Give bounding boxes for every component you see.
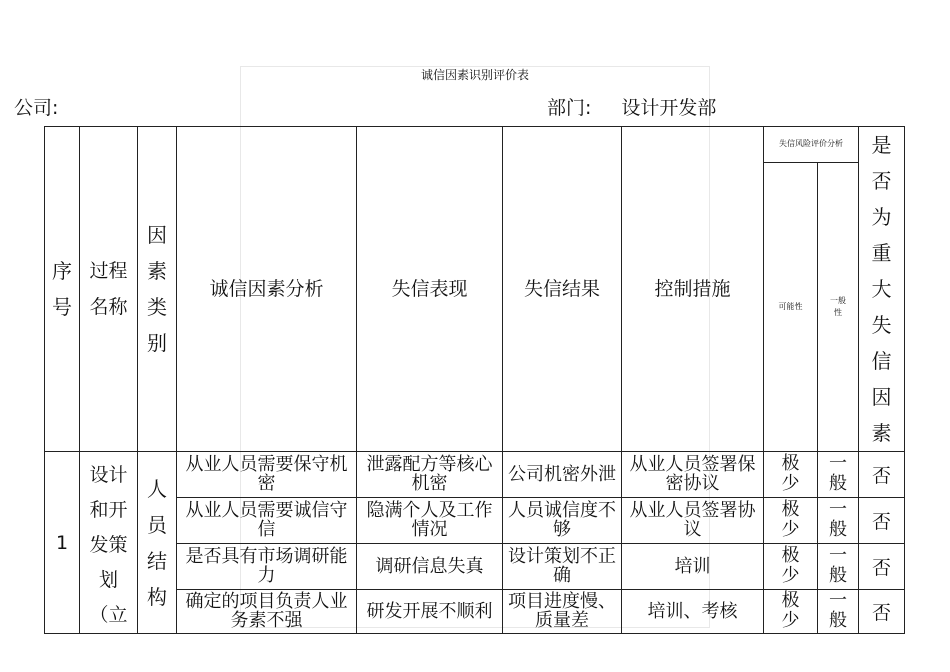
header-analysis: 诚信因素分析 [177, 127, 357, 452]
cell-manifest: 研发开展不顺利 [357, 589, 503, 634]
cell-analysis: 是否具有市场调研能力 [177, 544, 357, 590]
cell-analysis: 从业人员需要诚信守信 [177, 497, 357, 544]
cell-control: 培训 [622, 544, 764, 590]
header-risk-group: 失信风险评价分析 [764, 127, 859, 163]
cell-major: 否 [859, 452, 905, 498]
header-index: 序号 [45, 127, 80, 452]
cell-result: 公司机密外泄 [503, 452, 622, 498]
header-factor-type: 因素类别 [138, 127, 177, 452]
department-label: 部门: [547, 97, 592, 119]
header-major: 是否为重大失信因素 [859, 127, 905, 452]
cell-severity: 一般 [818, 497, 859, 544]
cell-major: 否 [859, 589, 905, 634]
cell-possibility: 极少 [764, 497, 818, 544]
cell-severity: 一般 [818, 544, 859, 590]
cell-analysis: 确定的项目负责人业务素不强 [177, 589, 357, 634]
cell-control: 培训、考核 [622, 589, 764, 634]
cell-control: 从业人员签署保密协议 [622, 452, 764, 498]
group-index: 1 [45, 452, 80, 634]
group-process: 设计和开发策划（立 [80, 452, 138, 634]
cell-manifest: 隐满个人及工作情况 [357, 497, 503, 544]
header-result: 失信结果 [503, 127, 622, 452]
cell-major: 否 [859, 544, 905, 590]
header-control: 控制措施 [622, 127, 764, 452]
header-severity: 一般性 [818, 162, 859, 451]
cell-result: 人员诚信度不够 [503, 497, 622, 544]
cell-manifest: 调研信息失真 [357, 544, 503, 590]
cell-possibility: 极少 [764, 452, 818, 498]
cell-analysis: 从业人员需要保守机密 [177, 452, 357, 498]
header-possibility: 可能性 [764, 162, 818, 451]
cell-possibility: 极少 [764, 544, 818, 590]
department-value: 设计开发部 [621, 97, 717, 119]
table-row [45, 452, 905, 498]
department [547, 93, 716, 120]
cell-possibility: 极少 [764, 589, 818, 634]
header-process: 过程名称 [80, 127, 138, 452]
document-title: 诚信因素识别评价表 [420, 68, 529, 82]
company-label: 公司: [14, 97, 59, 119]
evaluation-table [44, 126, 905, 634]
cell-major: 否 [859, 497, 905, 544]
header-manifest: 失信表现 [357, 127, 503, 452]
cell-severity: 一般 [818, 452, 859, 498]
cell-result: 项目进度慢、质量差 [503, 589, 622, 634]
cell-manifest: 泄露配方等核心机密 [357, 452, 503, 498]
cell-result: 设计策划不正确 [503, 544, 622, 590]
group-factor-type: 人员结构 [138, 452, 177, 634]
cell-severity: 一般 [818, 589, 859, 634]
cell-control: 从业人员签署协议 [622, 497, 764, 544]
